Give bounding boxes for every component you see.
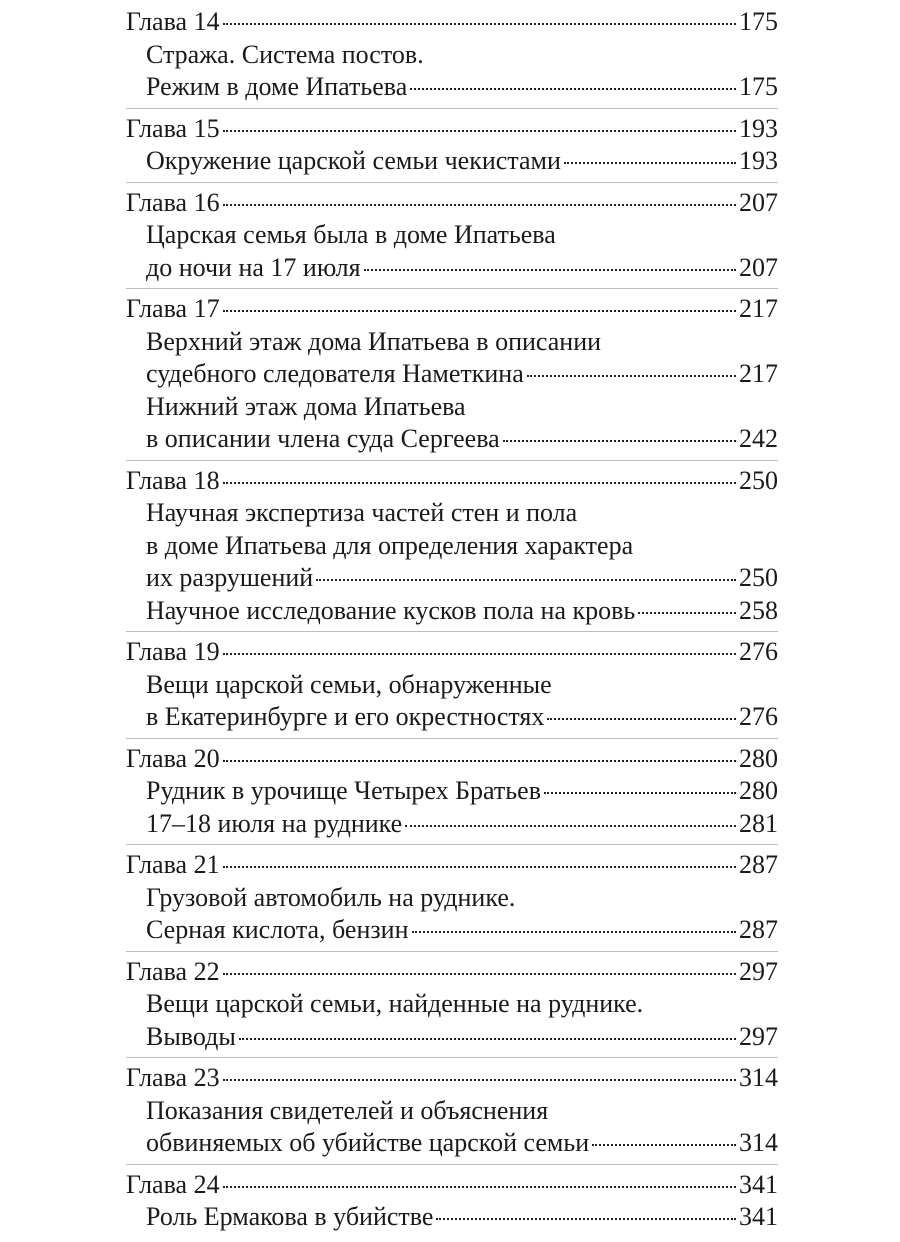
page-number: 242 [739,424,778,453]
section-title-line: Грузовой автомобиль на руднике. [146,882,516,912]
section-title-line: Вещи царской семьи, обнаруженные [146,669,552,699]
dot-leader [223,130,736,132]
page-number: 207 [739,187,778,217]
toc-chapter-row[interactable] [126,636,778,669]
section-title: обвиняемых об убийстве царской семьи [146,1128,590,1157]
page-number: 175 [739,72,778,101]
toc-section-row[interactable] [126,71,778,104]
section-title-line: Царская семья была в доме Ипатьева [146,220,556,249]
dot-leader [223,760,736,762]
toc-section-row[interactable] [126,775,778,808]
dot-leader [223,866,736,868]
toc-section-row[interactable] [126,423,778,456]
page-number: 287 [739,915,778,944]
section-title: в описании члена суда Сергеева [146,424,500,453]
toc-chapter [126,113,778,183]
toc-section-row[interactable] [126,1127,778,1160]
dot-leader [239,1038,736,1040]
page-number: 341 [739,1202,778,1231]
toc-chapter [126,465,778,633]
page-number: 250 [739,563,778,592]
toc-section-row[interactable] [126,595,778,628]
chapter-title: Глава 18 [126,465,220,495]
toc-chapter [126,636,778,739]
page-number: 280 [739,743,778,773]
section-title-line: Верхний этаж дома Ипатьева в описании [146,326,602,356]
toc-chapter-row[interactable] [126,293,778,326]
page-number: 250 [739,465,778,495]
section-title: до ночи на 17 июля [146,252,361,282]
dot-leader [223,23,736,25]
toc-section-row[interactable] [126,808,778,841]
dot-leader [638,612,736,614]
section-title-line: Вещи царской семьи, найденные на руднике. [146,989,644,1018]
page-number: 297 [739,1021,778,1051]
toc-section-row[interactable] [126,1021,778,1054]
page-number: 207 [739,252,778,282]
section-title-line: Нижний этаж дома Ипатьева [146,391,466,421]
dot-leader [564,162,736,164]
section-title-line: Научная экспертиза частей стен и пола [146,498,578,527]
toc-chapter [126,743,778,846]
section-title: Выводы [146,1021,236,1051]
page-number: 314 [739,1063,778,1092]
toc-chapter [126,849,778,952]
chapter-title: Глава 16 [126,187,220,217]
dot-leader [592,1144,736,1146]
dot-leader [503,440,736,442]
page-number: 280 [739,776,778,805]
page-number: 193 [739,146,778,175]
toc-chapter-row[interactable] [126,6,778,39]
toc-section-row[interactable] [126,145,778,178]
section-title: в Екатеринбурге и его окрестностях [146,702,545,731]
section-title: Режим в доме Ипатьева [146,72,408,101]
dot-leader [223,1186,736,1188]
toc-section-row[interactable] [126,358,778,391]
chapter-title: Глава 24 [126,1169,220,1199]
dot-leader [223,310,736,312]
toc-section-row[interactable] [126,562,778,595]
page-number: 193 [739,113,778,143]
toc-chapter [126,6,778,109]
toc-chapter-row[interactable] [126,1169,778,1202]
dot-leader [436,1218,736,1220]
toc-chapter-row[interactable] [126,465,778,498]
chapter-title: Глава 21 [126,850,220,879]
toc-section-row[interactable] [126,1201,778,1234]
page-number: 287 [739,850,778,879]
section-title: Окружение царской семьи чекистами [146,146,561,175]
toc-chapter [126,187,778,290]
chapter-title: Глава 17 [126,294,220,323]
dot-leader [364,269,736,271]
dot-leader [223,973,736,975]
toc-section-row[interactable] [126,914,778,947]
section-title-line: в доме Ипатьева для определения характера [146,530,634,560]
section-title-line: Показания свидетелей и объяснения [146,1095,549,1125]
page-number: 258 [739,595,778,625]
section-title: Научное исследование кусков пола на кровь [146,595,636,625]
dot-leader [223,204,736,206]
toc-chapter [126,1062,778,1165]
section-title: Серная кислота, бензин [146,915,409,944]
toc-chapter-row[interactable] [126,956,778,989]
dot-leader [316,579,736,581]
section-title: Рудник в урочище Четырех Братьев [146,776,541,805]
section-title: судебного следователя Наметкина [146,359,524,388]
dot-leader [223,653,736,655]
chapter-title: Глава 14 [126,7,220,36]
toc-chapter [126,293,778,461]
toc-section-row[interactable] [126,252,778,285]
dot-leader [544,792,736,794]
page-number: 217 [739,294,778,323]
page-number: 217 [739,359,778,388]
toc-chapter-row[interactable] [126,1062,778,1095]
page-number: 175 [739,7,778,36]
toc-chapter-row[interactable] [126,849,778,882]
section-title: Роль Ермакова в убийстве [146,1202,434,1231]
toc-section-row[interactable] [126,701,778,734]
dot-leader [410,88,736,90]
chapter-title: Глава 23 [126,1063,220,1092]
dot-leader [405,825,736,827]
toc-chapter [126,956,778,1059]
dot-leader [527,375,736,377]
toc-chapter-row[interactable] [126,743,778,776]
table-of-contents [126,6,778,1242]
chapter-title: Глава 19 [126,637,220,666]
section-title: их разрушений [146,563,314,592]
page-number: 276 [739,702,778,731]
page-number: 281 [739,808,778,838]
chapter-title: Глава 15 [126,113,220,143]
chapter-title: Глава 20 [126,743,220,773]
dot-leader [412,931,737,933]
toc-chapter-row[interactable] [126,187,778,220]
section-title: 17–18 июля на руднике [146,808,403,838]
toc-chapter-row[interactable] [126,113,778,146]
page-number: 297 [739,956,778,986]
chapter-title: Глава 22 [126,956,220,986]
dot-leader [223,482,736,484]
page-number: 276 [739,637,778,666]
dot-leader [223,1079,736,1081]
toc-chapter [126,1169,778,1238]
section-title-line: Стража. Система постов. [146,39,424,69]
dot-leader [547,718,736,720]
page-number: 314 [739,1128,778,1157]
page-number: 341 [739,1169,778,1199]
